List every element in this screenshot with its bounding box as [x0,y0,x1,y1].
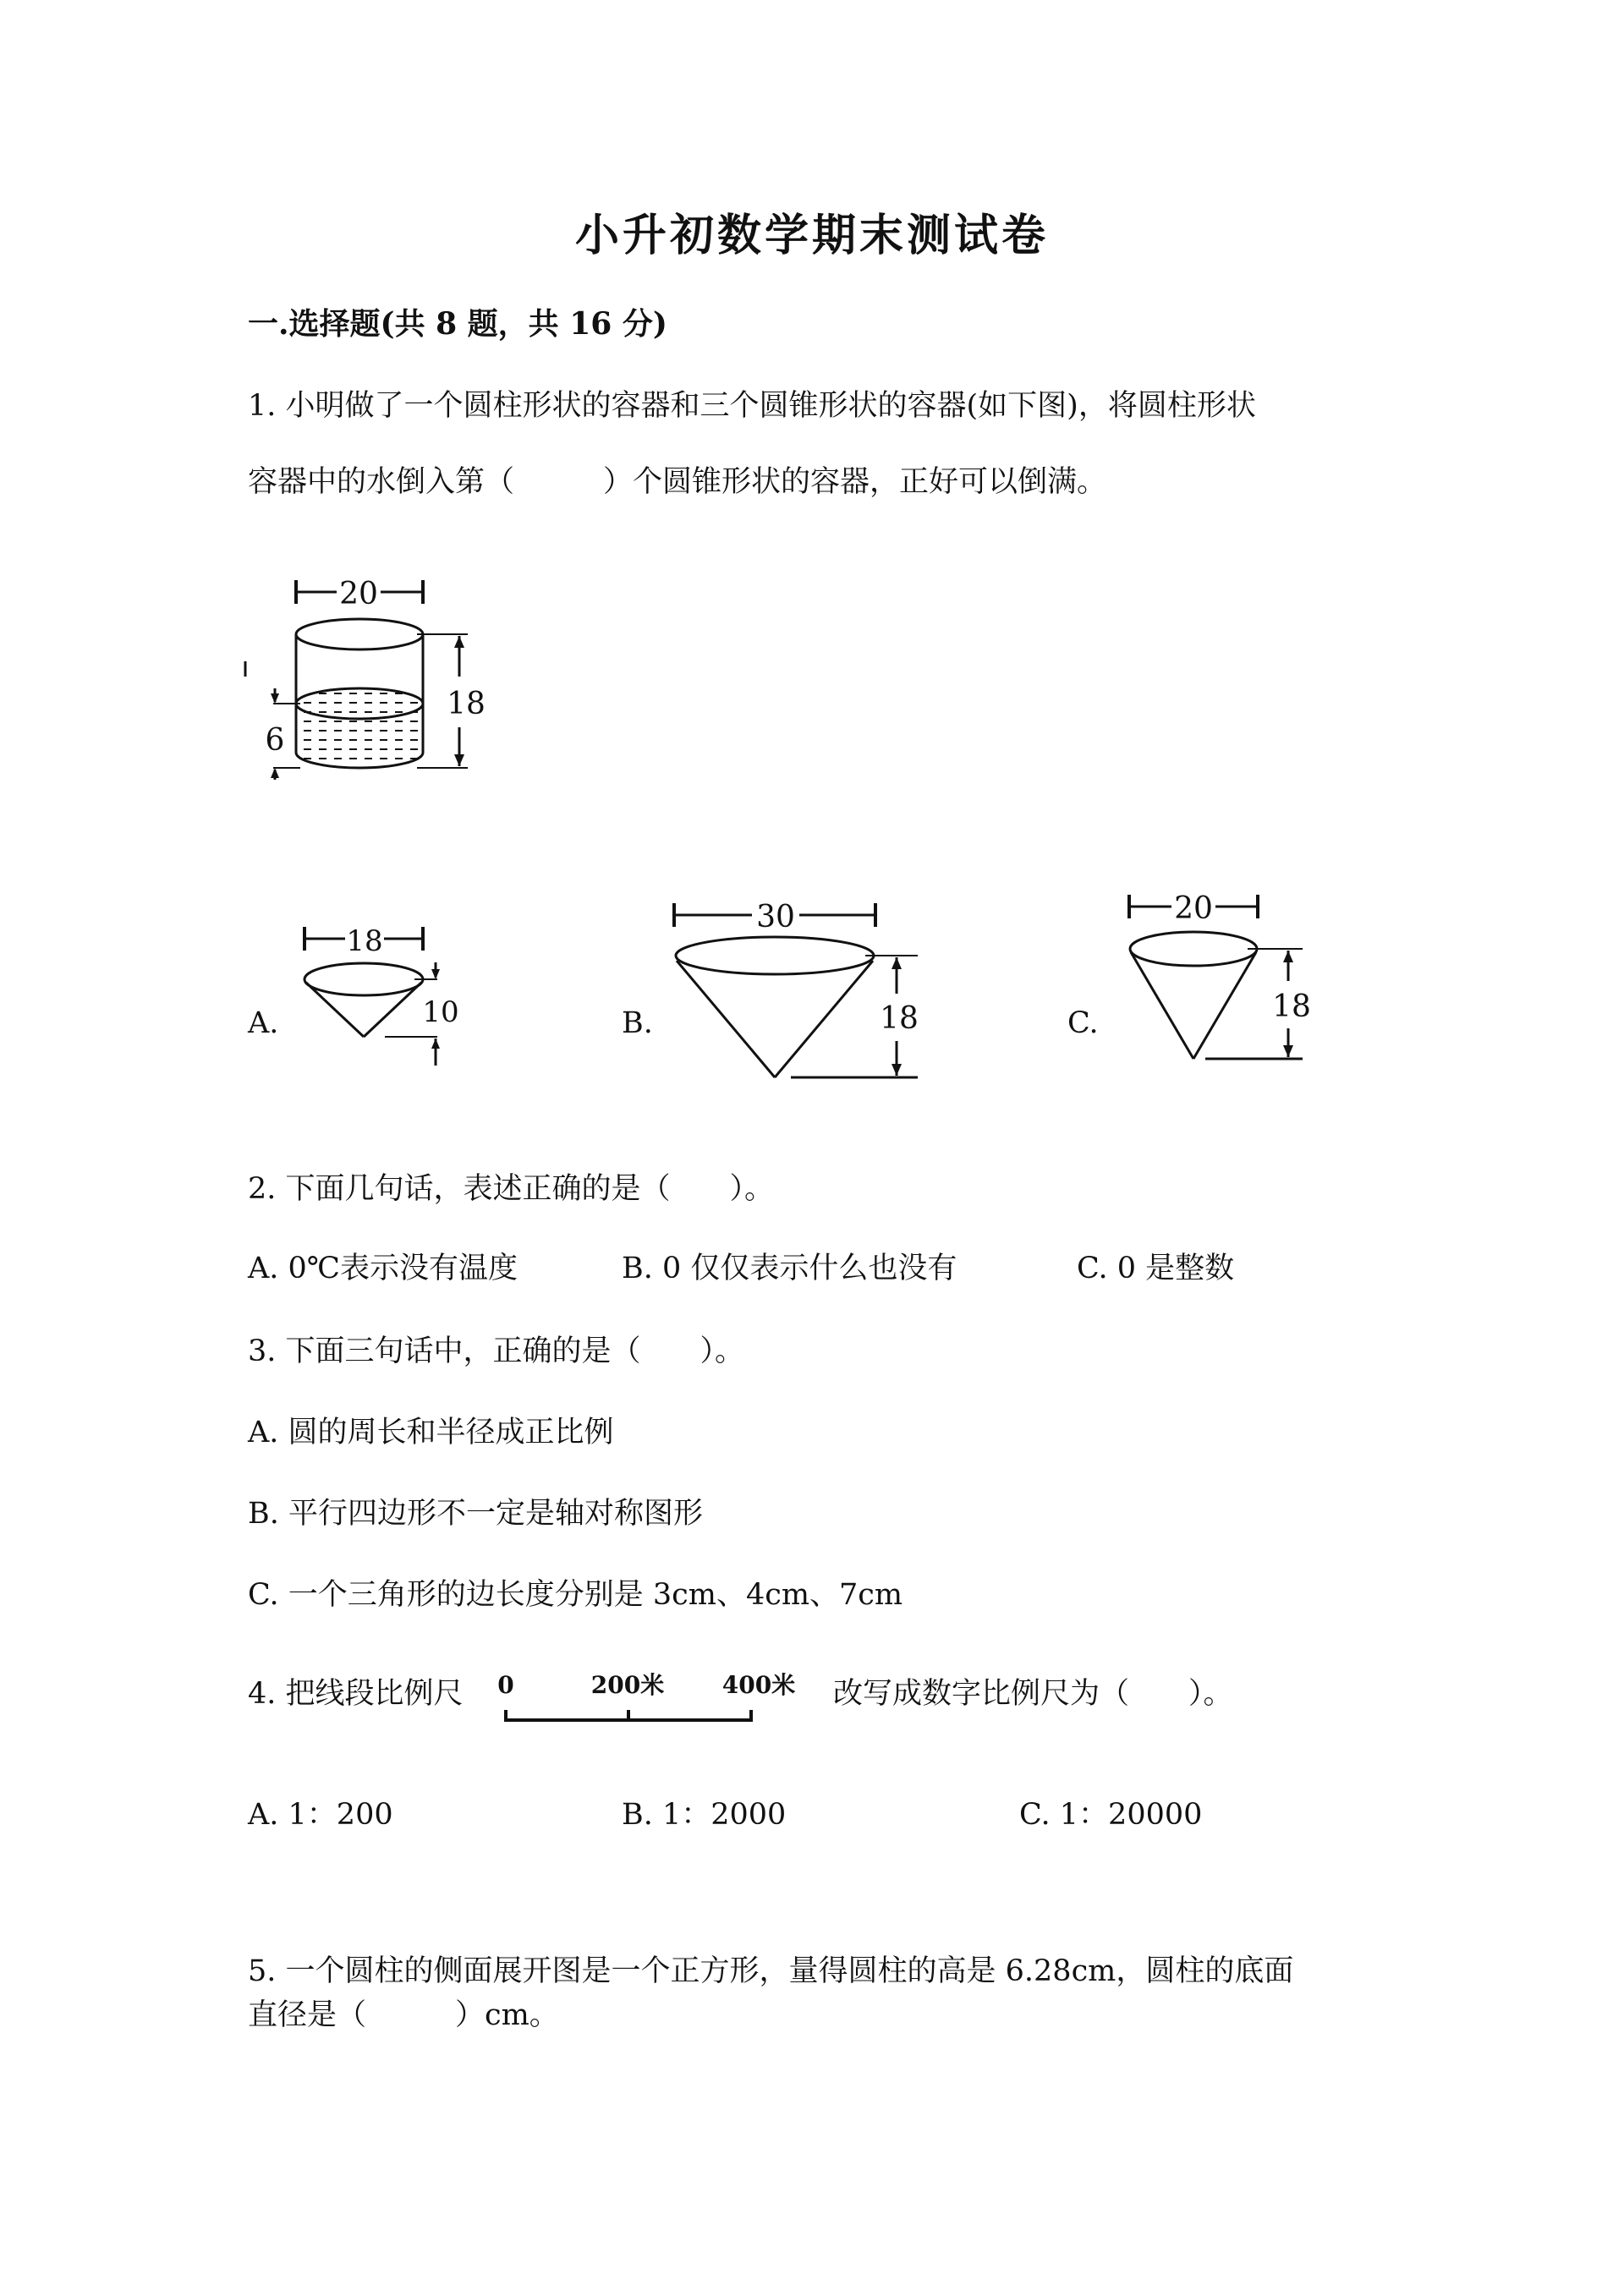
cylinder-figure [241,568,486,780]
q3-option-c: C. 一个三角形的边长度分别是 3cm、4cm、7cm [248,1578,903,1612]
q4-option-c: C. 1：20000 [1019,1798,1203,1832]
cone-b-height: 18 [880,1001,919,1036]
q4-prefix: 4. 把线段比例尺 [248,1677,464,1711]
cylinder-diameter-label: 20 [339,577,378,611]
q2-option-a: A. 0℃表示没有温度 [248,1252,518,1285]
cone-b-label: B. [622,1006,653,1040]
scale-label-200: 200米 [590,1671,665,1699]
q1-line-2: 容器中的水倒入第（ ）个圆锥形状的容器，正好可以倒满。 [248,465,1107,499]
cylinder-water-label: 6 [265,723,285,758]
page-title: 小升初数学期末测试卷 [574,210,1049,261]
q2-stem: 2. 下面几句话，表述正确的是（ ）。 [248,1172,775,1206]
q4-option-b: B. 1：2000 [622,1798,787,1832]
cone-b-diameter: 30 [756,900,795,934]
line-scale-figure [491,1664,812,1732]
cone-c-label: C. [1067,1006,1099,1040]
scale-label-0: 0 [497,1671,514,1699]
cone-c-figure [1112,879,1315,1074]
cone-a-label: A. [248,1006,279,1040]
q4-suffix: 改写成数字比例尺为（ ）。 [833,1677,1233,1711]
cone-a-height: 10 [422,995,459,1029]
cone-c-height: 18 [1272,989,1311,1024]
q4-option-a: A. 1：200 [248,1798,393,1832]
cylinder-height-label: 18 [447,687,486,721]
q3-option-b: B. 平行四边形不一定是轴对称图形 [248,1497,703,1531]
q5-line-2: 直径是（ ）cm。 [248,1998,559,2032]
cone-a-figure [292,912,478,1081]
q1-line-1: 1. 小明做了一个圆柱形状的容器和三个圆锥形状的容器(如下图)，将圆柱形状 [248,389,1256,423]
scale-label-400: 400米 [721,1671,796,1699]
cone-b-figure [664,888,926,1087]
section-heading: 一.选择题(共 8 题，共 16 分) [248,306,667,342]
q3-stem: 3. 下面三句话中，正确的是（ ）。 [248,1334,745,1368]
q2-option-b: B. 0 仅仅表示什么也没有 [622,1252,957,1285]
q3-option-a: A. 圆的周长和半径成正比例 [248,1416,614,1449]
cone-c-diameter: 20 [1174,891,1213,926]
cone-a-diameter: 18 [346,924,383,958]
q5-line-1: 5. 一个圆柱的侧面展开图是一个正方形，量得圆柱的高是 6.28cm，圆柱的底面 [248,1954,1294,1988]
q2-option-c: C. 0 是整数 [1077,1252,1235,1285]
